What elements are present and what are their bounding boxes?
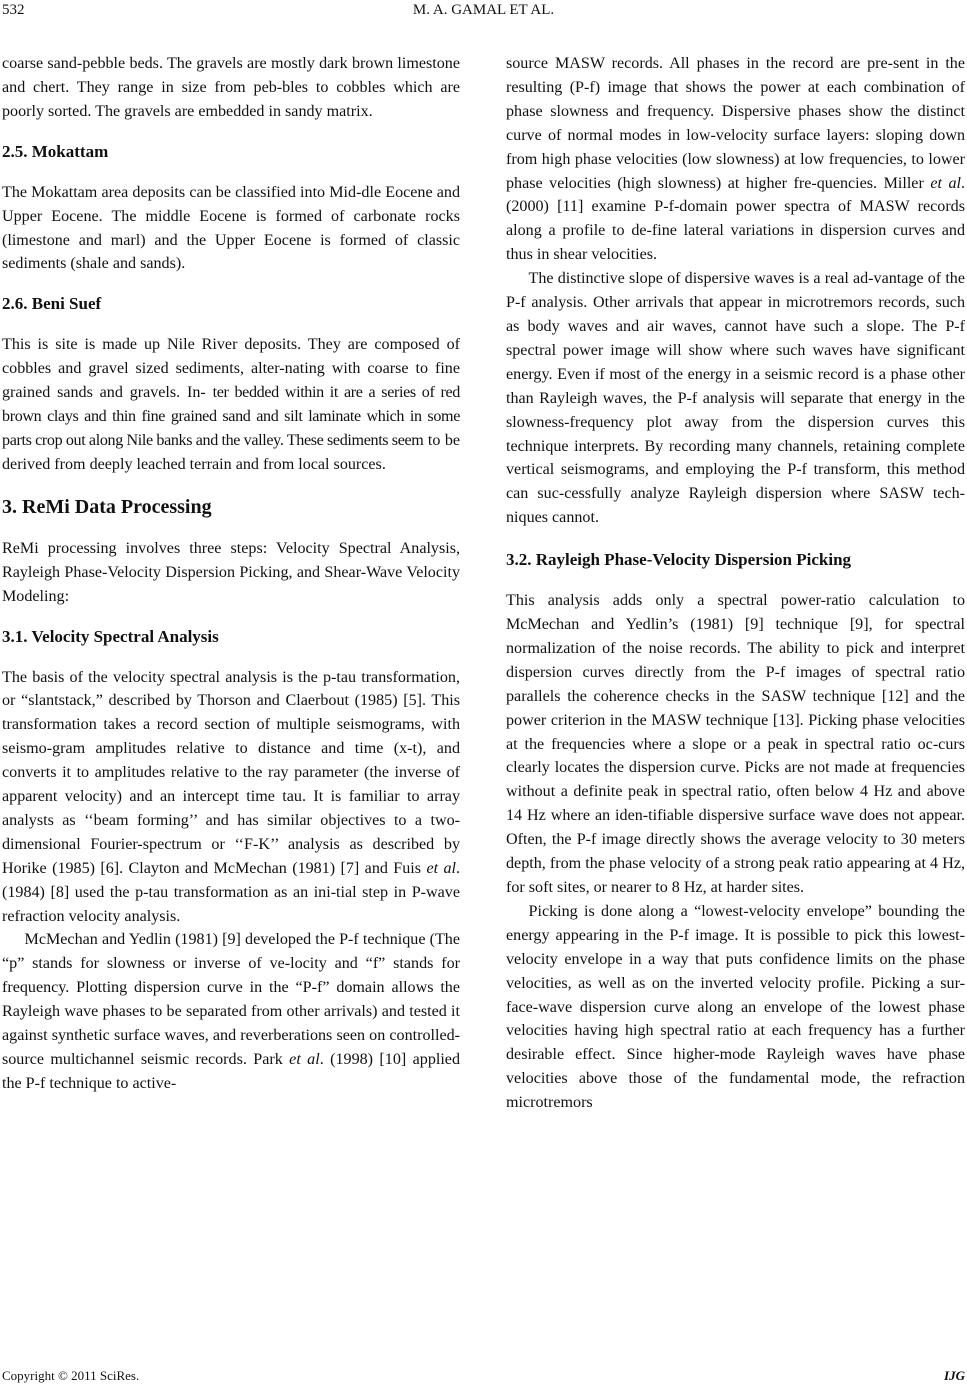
- paragraph: [2, 666, 460, 929]
- text-run: This is site is made up Nile River deposits. They are composed of cobbles and gravel sized sediments, alter-nating with coarse to fine grained sands and gravels. In-: [2, 336, 460, 402]
- copyright-notice: Copyright © 2011 SciRes.: [2, 1368, 140, 1383]
- section-heading-dispersion-picking: 3.2. Rayleigh Phase-Velocity Dispersion Picking: [506, 550, 852, 570]
- paragraph: The Mokattam area deposits can be classified into Mid-dle Eocene and Upper Eocene. The middle Eocene is formed of carbonate rocks (limestone and marl) and the Upper Eocene is formed of classic sediments (shale and sands).: [2, 183, 460, 273]
- journal-abbrev: IJG: [944, 1368, 965, 1383]
- paragraph: [2, 928, 460, 1095]
- running-title: M. A. GAMAL ET AL.: [412, 2, 555, 18]
- paragraph: ReMi processing involves three steps: Velocity Spectral Analysis, Rayleigh Phase-Velocity Dispersion Picking, and Shear-Wave Velocity Modeling:: [2, 539, 460, 605]
- page-number: 532: [2, 2, 25, 18]
- text-run: source MASW records. All phases in the record are pre-sent in the resulting (P-f) image that shows the power at each combination of phase slowness and frequency. Dispersive phases show the distinct curve of normal modes in low-velocity surface layers: sloping down from high phase velocities (low slowness) at low frequencies, to lower phase velocities (high slowness) at higher fre-quencies. Miller: [506, 55, 965, 192]
- paragraph: [506, 52, 965, 267]
- italic-et-al: et al: [426, 859, 456, 877]
- text-run: ter bedded within it are a series of red brown clays and thin fine grained sand and silt laminate which in some parts crop out along Nile banks and the valley. These sediments seem: [2, 384, 460, 449]
- section-heading-beni-suef: 2.6. Beni Suef: [2, 294, 102, 314]
- paragraph: The distinctive slope of dispersive waves is a real ad-vantage of the P-f analysis. Other arrivals that appear in microtremors records, such as body waves and air waves, cannot have such a slope. The P-f spectral power image will show where such waves have significant energy. Even if most of the energy in a seismic record is a phase other than Rayleigh waves, the P-f analysis will separate that energy in the slowness-frequency plot away from the dispersion curves this technique interprets. By recording many channels, retaining complete vertical seismograms, and employing the P-f transform, this method can suc-cessfully analyze Rayleigh dispersion where SASW tech-niques cannot.: [506, 270, 965, 527]
- text-run: . (1998) [10] applied the P-f technique to active-: [2, 1051, 460, 1092]
- text-run: The basis of the velocity spectral analysis is the p-tau transformation, or “slantstack,” described by Thorson and Claerbout (1985) [5]. This transformation takes a record section of multiple seismograms, with seismo-gram amplitudes relative to distance and time (x-t), and converts it to amplitudes relative to the ray parameter (the inverse of apparent velocity) and an intercept time tau. It is familiar to array analysts as ‘‘beam forming’’ and has similar objectives to a two-dimensional Fourier-spectrum or ‘‘F-K’’ analysis as described by Horike (1985) [6]. Clayton and McMechan (1981) [7] and Fuis: [2, 668, 460, 877]
- paragraph: Picking is done along a “lowest-velocity envelope” bounding the energy appearing in the P-f image. It is possible to pick this lowest-velocity envelope in a way that puts confidence limits on the phase velocities, as well as on the inverted velocity profile. Picking a sur-face-wave dispersion curve along an envelope of the lowest phase velocities having high spectral ratio at each frequency has a further desirable effect. Since higher-mode Rayleigh waves have phase velocities above those of the fundamental mode, the refraction microtremors: [506, 902, 965, 1112]
- text-run: . (1984) [8] used the p-tau transformation as an ini-tial step in P-wave refraction velocity analysis.: [2, 859, 461, 925]
- section-heading-mokattam: 2.5. Mokattam: [2, 141, 109, 161]
- left-column: [2, 52, 460, 1096]
- paragraph: coarse sand-pebble beds. The gravels are mostly dark brown limestone and chert. They range in size from peb-bles to cobbles which are poorly sorted. The gravels are embedded in sandy matrix.: [2, 55, 460, 120]
- paragraph: [2, 333, 460, 476]
- text-run: . (2000) [11] examine P-f-domain power spectra of MASW records along a profile to de-fine lateral variations in dispersion curves and thus in shear velocities.: [506, 174, 966, 264]
- section-heading-remi: 3. ReMi Data Processing: [2, 495, 212, 518]
- text-run: McMechan and Yedlin (1981) [9] developed the P-f technique (The “p” stands for slowness or inverse of ve-locity and “f” stands for frequency. Plotting dispersion curve in the “P-f” domain allows the Rayleigh wave phases to be separated from other arrivals) and tested it against synthetic surface waves, and reverberations seen on controlled-source multichannel seismic records. Park: [2, 931, 460, 1068]
- section-heading-velocity-spectral: 3.1. Velocity Spectral Analysis: [2, 626, 219, 646]
- page-footer: [0, 1368, 967, 1386]
- italic-et-al: et al: [289, 1051, 320, 1068]
- italic-et-al: et al: [930, 174, 961, 192]
- paragraph: This analysis adds only a spectral power-ratio calculation to McMechan and Yedlin’s (1981) [9] technique [9], for spectral normalization of the noise records. The ability to pick and interpret dispersion curves directly from the P-f images of spectral ratio parallels the coherence checks in the SASW technique [12] and the power criterion in the MASW technique [13]. Picking phase velocities at the frequencies where a slope or a peak in spectral ratio oc-curs clearly locates the dispersion curve. Picks are not made at frequencies without a definite peak in spectral ratio, often below 4 Hz and above 14 Hz where an iden-tifiable dispersive surface wave does not appear. Often, the P-f image directly shows the average velocity to 30 meters depth, from the phase velocity of a strong peak ratio appearing at 4 Hz, for soft sites, or nearer to 8 Hz, at harder sites.: [506, 592, 965, 896]
- page-header: [0, 2, 967, 26]
- text-run: to be derived from deeply leached terrain and from local sources.: [2, 431, 461, 473]
- right-column: [506, 52, 965, 1115]
